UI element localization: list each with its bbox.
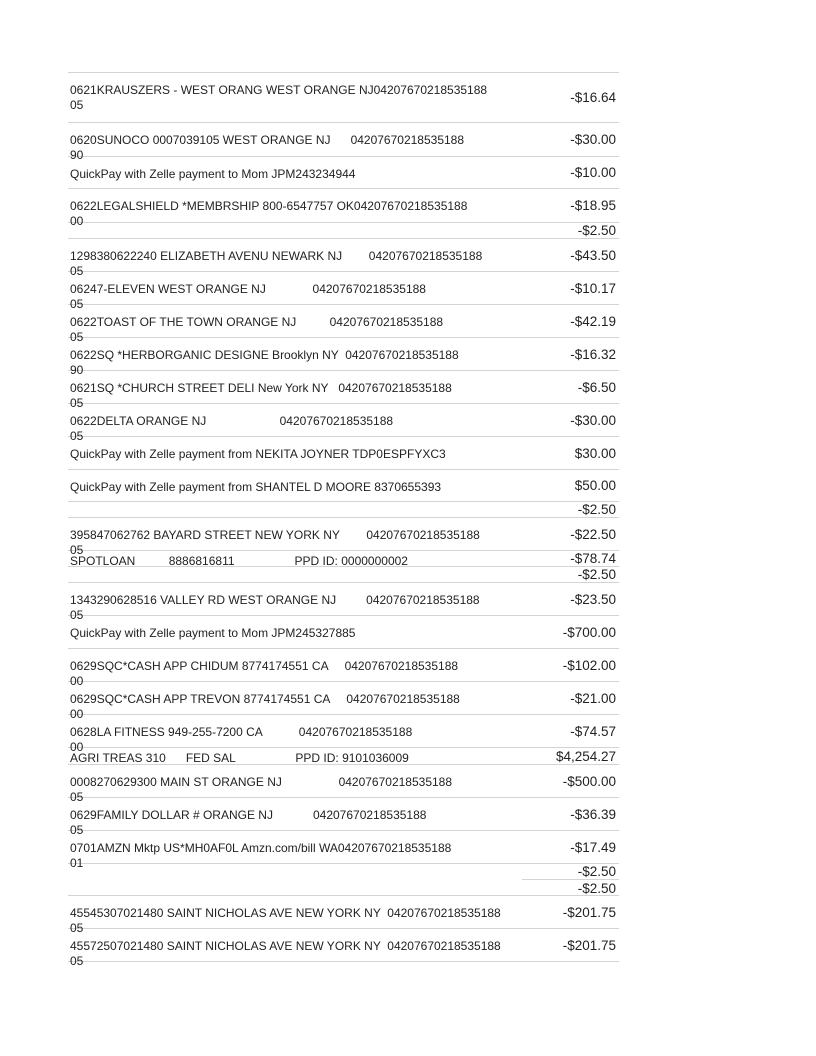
transaction-row	[68, 189, 619, 228]
description-line: 0621SQ *CHURCH STREET DELI New York NY 04207670218535188	[70, 381, 452, 395]
description-code: 00	[70, 740, 84, 754]
transaction-row	[68, 404, 619, 443]
transaction-row	[68, 437, 619, 470]
transaction-row	[68, 798, 619, 837]
transaction-amount: -$2.50	[577, 502, 616, 517]
description-code: 05	[70, 823, 84, 837]
transaction-row	[68, 502, 619, 518]
description-line: 45545307021480 SAINT NICHOLAS AVE NEW YORK NY 04207670218535188	[70, 906, 501, 920]
description-code: 01	[70, 856, 84, 870]
transaction-amount: -$2.50	[577, 223, 616, 238]
description-line: AGRI TREAS 310 FED SAL PPD ID: 9101036009	[70, 751, 409, 765]
description-line: 06247-ELEVEN WEST ORANGE NJ 04207670218535188	[70, 282, 426, 296]
description-code: 05	[70, 608, 84, 622]
transaction-description	[70, 447, 509, 462]
transaction-row	[68, 748, 619, 765]
transaction-amount: -$10.00	[570, 165, 616, 180]
transaction-row	[68, 616, 619, 649]
description-code: 00	[70, 214, 84, 228]
transaction-row	[68, 682, 619, 721]
description-line: 0628LA FITNESS 949-255-7200 CA 04207670218535188	[70, 725, 413, 739]
transaction-amount: -$500.00	[562, 773, 616, 789]
transaction-row	[68, 649, 619, 688]
transaction-amount: -$22.50	[570, 526, 616, 542]
description-line: 0629FAMILY DOLLAR # ORANGE NJ 04207670218535188	[70, 808, 427, 822]
transaction-row	[68, 518, 619, 557]
transaction-row	[68, 223, 619, 239]
transaction-amount: -$10.17	[570, 280, 616, 296]
transaction-row	[68, 305, 619, 344]
transaction-row	[68, 896, 619, 935]
transaction-amount: -$74.57	[570, 723, 616, 739]
description-code: 00	[70, 674, 84, 688]
transaction-amount: -$16.64	[570, 90, 616, 105]
transaction-row	[68, 831, 619, 870]
transaction-row	[68, 338, 619, 377]
transaction-row	[68, 123, 619, 162]
description-line: 1343290628516 VALLEY RD WEST ORANGE NJ 04207670218535188	[70, 593, 480, 607]
description-line: 0008270629300 MAIN ST ORANGE NJ 04207670218535188	[70, 775, 453, 789]
description-line: 45572507021480 SAINT NICHOLAS AVE NEW YORK NY 04207670218535188	[70, 939, 501, 953]
description-line: QuickPay with Zelle payment to Mom JPM243234944	[70, 167, 356, 181]
description-line: 0629SQC*CASH APP TREVON 8774174551 CA 04207670218535188	[70, 692, 460, 706]
description-code: 90	[70, 148, 84, 162]
transaction-amount: -$42.19	[570, 313, 616, 329]
transaction-description	[70, 83, 509, 113]
transaction-row	[68, 73, 619, 123]
transaction-amount: -$201.75	[562, 937, 616, 953]
transaction-row	[68, 583, 619, 622]
description-code: 05	[70, 921, 84, 935]
transaction-amount: -$700.00	[562, 624, 616, 640]
transaction-row	[68, 470, 619, 502]
transaction-table	[68, 72, 619, 968]
transaction-row	[68, 765, 619, 804]
transaction-amount: $50.00	[574, 478, 616, 493]
description-line: QuickPay with Zelle payment from SHANTEL D MOORE 8370655393	[70, 480, 442, 494]
transaction-amount: -$21.00	[570, 690, 616, 706]
transaction-amount: -$16.32	[570, 346, 616, 362]
description-line: QuickPay with Zelle payment to Mom JPM245327885	[70, 626, 356, 640]
transaction-amount: $4,254.27	[555, 748, 616, 764]
description-code: 05	[70, 543, 84, 557]
description-code: 05	[70, 954, 84, 968]
transaction-description	[70, 751, 509, 766]
description-code: 05	[70, 429, 84, 443]
transaction-description	[70, 939, 509, 969]
transaction-description	[70, 167, 509, 182]
transaction-row	[68, 567, 619, 583]
transaction-row	[68, 239, 619, 278]
transaction-amount: -$43.50	[570, 247, 616, 263]
description-code: 05	[70, 330, 84, 344]
description-line: 0701AMZN Mktp US*MH0AF0L Amzn.com/bill WA04207670218535188	[70, 841, 452, 855]
transaction-amount: -$2.50	[577, 880, 616, 896]
transaction-amount: $30.00	[574, 445, 616, 461]
description-line: QuickPay with Zelle payment from NEKITA JOYNER TDP0ESPFYXC3	[70, 447, 446, 461]
description-line: 0622LEGALSHIELD *MEMBRSHIP 800-6547757 OK04207670218535188	[70, 199, 468, 213]
transaction-row	[68, 715, 619, 754]
description-line: 0622TOAST OF THE TOWN ORANGE NJ 04207670218535188	[70, 315, 444, 329]
transaction-row	[68, 881, 619, 896]
description-line: 0621KRAUSZERS - WEST ORANG WEST ORANGE NJ04207670218535188	[70, 83, 488, 97]
transaction-amount: -$30.00	[570, 412, 616, 428]
transaction-amount: -$2.50	[577, 567, 616, 582]
description-line: SPOTLOAN 8886816811 PPD ID: 0000000002	[70, 554, 408, 568]
transaction-row	[68, 371, 619, 410]
transaction-amount: -$102.00	[562, 657, 616, 673]
transaction-row	[68, 272, 619, 311]
transaction-row	[68, 864, 619, 881]
transaction-row	[68, 929, 619, 968]
transaction-amount: -$36.39	[570, 806, 616, 822]
description-line: 0622DELTA ORANGE NJ 04207670218535188	[70, 414, 394, 428]
transaction-amount: -$6.50	[577, 379, 616, 395]
transaction-amount: -$201.75	[562, 904, 616, 920]
transaction-description	[70, 480, 509, 495]
transaction-row	[68, 157, 619, 189]
description-code: 05	[70, 264, 84, 278]
transaction-amount: -$78.74	[570, 551, 616, 566]
description-line: 0622SQ *HERBORGANIC DESIGNE Brooklyn NY 04207670218535188	[70, 348, 459, 362]
transaction-description	[70, 626, 509, 641]
description-code: 05	[70, 297, 84, 311]
description-line: 1298380622240 ELIZABETH AVENU NEWARK NJ 04207670218535188	[70, 249, 483, 263]
transaction-amount: -$18.95	[570, 198, 616, 213]
description-code: 05	[70, 98, 84, 112]
transaction-row	[68, 551, 619, 567]
transaction-amount: -$30.00	[570, 132, 616, 147]
description-code: 05	[70, 396, 84, 410]
transaction-amount: -$23.50	[570, 591, 616, 607]
description-code: 05	[70, 790, 84, 804]
description-line: 395847062762 BAYARD STREET NEW YORK NY 04207670218535188	[70, 528, 480, 542]
description-line: 0629SQC*CASH APP CHIDUM 8774174551 CA 04207670218535188	[70, 659, 459, 673]
description-line: 0620SUNOCO 0007039105 WEST ORANGE NJ 04207670218535188	[70, 133, 465, 147]
description-code: 00	[70, 707, 84, 721]
transaction-amount: -$2.50	[577, 864, 616, 879]
description-code: 90	[70, 363, 84, 377]
transaction-amount: -$17.49	[570, 839, 616, 855]
